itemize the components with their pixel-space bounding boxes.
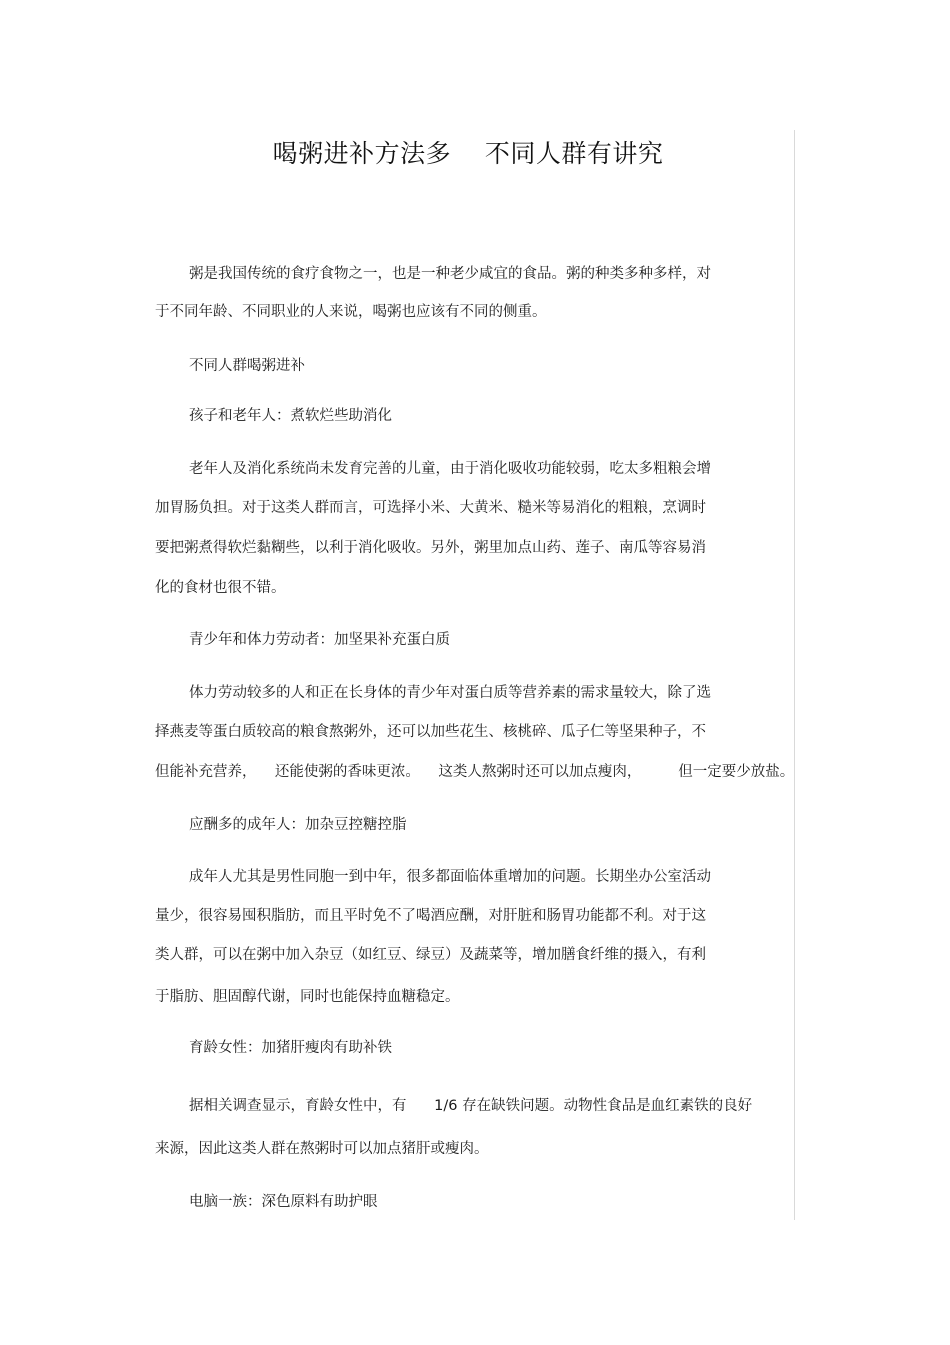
paragraph-children-elderly-line-1: 老年人及消化系统尚未发育完善的儿童，由于消化吸收功能较弱，吃太多粗粮会增 <box>189 461 711 477</box>
subheading-busy-adults: 应酬多的成年人：加杂豆控糖控脂 <box>189 817 407 833</box>
subheading-youth-labor: 青少年和体力劳动者：加坚果补充蛋白质 <box>189 632 450 648</box>
section-heading: 不同人群喝粥进补 <box>189 358 305 374</box>
page-edge-rule <box>794 130 795 1220</box>
subheading-women: 育龄女性：加猪肝瘦肉有助补铁 <box>189 1040 392 1056</box>
paragraph-youth-labor-line-3: 但能补充营养， 还能使粥的香味更浓。 这类人熬粥时还可以加点瘦肉， 但一定要少放盐。 <box>155 764 795 780</box>
intro-paragraph-line-2: 于不同年龄、不同职业的人来说，喝粥也应该有不同的侧重。 <box>155 304 547 320</box>
paragraph-children-elderly-line-4: 化的食材也很不错。 <box>155 580 286 596</box>
paragraph-busy-adults-line-1: 成年人尤其是男性同胞一到中年，很多都面临体重增加的问题。长期坐办公室活动 <box>189 869 711 885</box>
paragraph-women-line-2: 来源，因此这类人群在熬粥时可以加点猪肝或瘦肉。 <box>155 1141 489 1157</box>
paragraph-children-elderly-line-2: 加胃肠负担。对于这类人群而言，可选择小米、大黄米、糙米等易消化的粗粮，烹调时 <box>155 500 706 516</box>
subheading-children-elderly: 孩子和老年人：煮软烂些助消化 <box>189 408 392 424</box>
article-title: 喝粥进补方法多 不同人群有讲究 <box>272 139 664 168</box>
paragraph-youth-labor-line-1: 体力劳动较多的人和正在长身体的青少年对蛋白质等营养素的需求量较大，除了选 <box>189 685 711 701</box>
intro-paragraph-line-1: 粥是我国传统的食疗食物之一，也是一种老少咸宜的食品。粥的种类多种多样，对 <box>189 266 711 282</box>
paragraph-busy-adults-line-2: 量少，很容易囤积脂肪，而且平时免不了喝酒应酬，对肝脏和肠胃功能都不利。对于这 <box>155 908 706 924</box>
paragraph-children-elderly-line-3: 要把粥煮得软烂黏糊些，以利于消化吸收。另外，粥里加点山药、莲子、南瓜等容易消 <box>155 540 706 556</box>
paragraph-busy-adults-line-3: 类人群，可以在粥中加入杂豆（如红豆、绿豆）及蔬菜等，增加膳食纤维的摄入，有利 <box>155 947 706 963</box>
paragraph-busy-adults-line-4: 于脂肪、胆固醇代谢，同时也能保持血糖稳定。 <box>155 989 460 1005</box>
subheading-computer-users: 电脑一族：深色原料有助护眼 <box>189 1194 378 1210</box>
paragraph-women-line-1: 据相关调查显示，育龄女性中，有 1/6 存在缺铁问题。动物性食品是血红素铁的良好 <box>189 1098 753 1114</box>
paragraph-youth-labor-line-2: 择燕麦等蛋白质较高的粮食熬粥外，还可以加些花生、核桃碎、瓜子仁等坚果种子，不 <box>155 724 706 740</box>
